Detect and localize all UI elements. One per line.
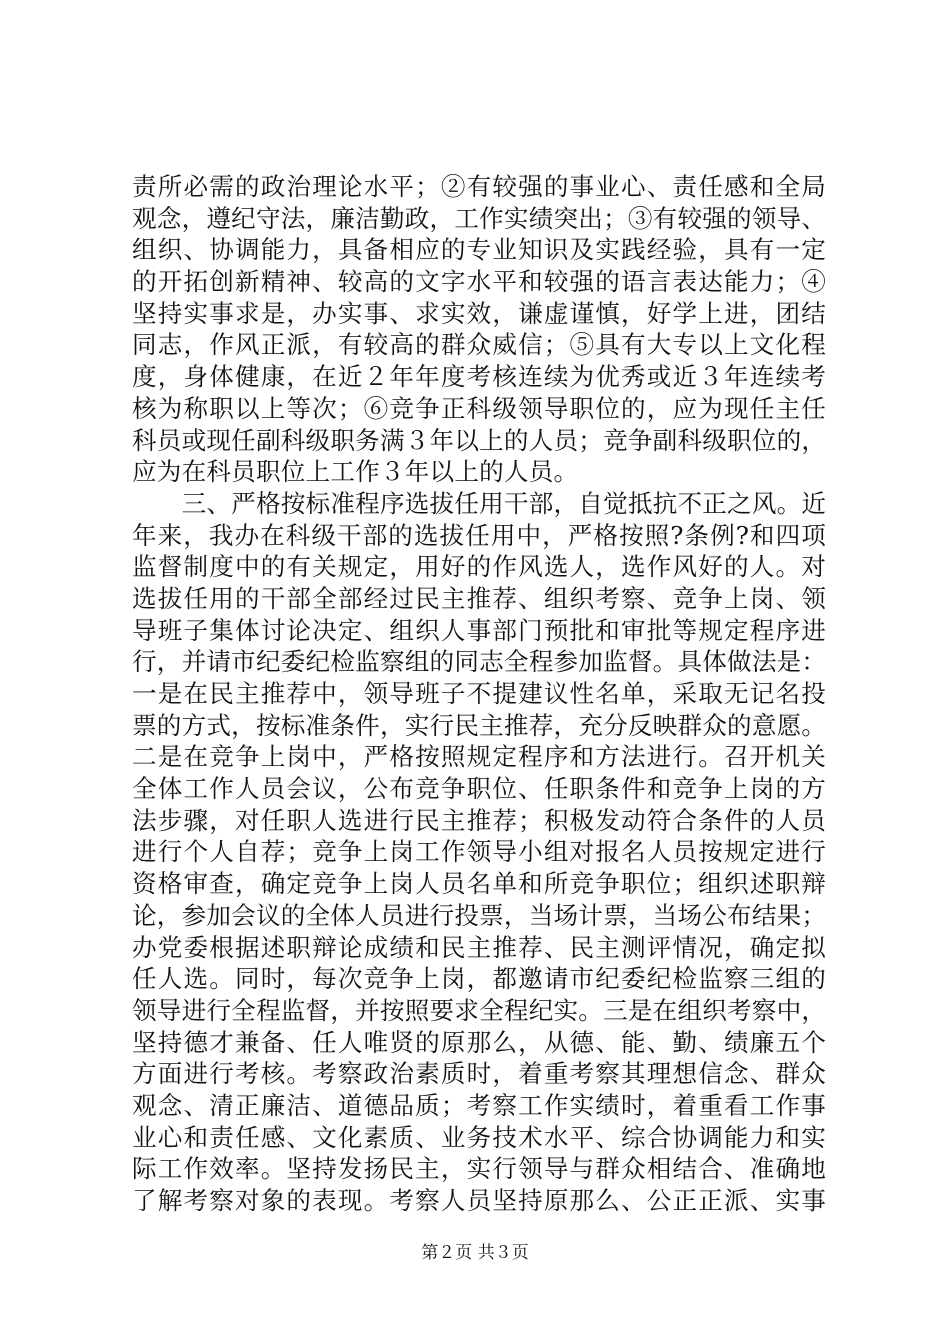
text-line: 领导进行全程监督，并按照要求全程纪实。三是在组织考察中， [132,995,827,1025]
body-text [132,171,826,1217]
page-number-footer: 第２页 共３页 [421,1243,529,1263]
text-line: 资格审查，确定竞争上岗人员名单和所竞争职位；组织述职辩 [132,869,826,899]
text-line: 观念、清正廉洁、道德品质；考察工作实绩时，着重看工作事 [132,1090,826,1120]
text-line: 选拔任用的干部全部经过民主推荐、组织考察、竞争上岗、领 [132,583,826,613]
text-line: 际工作效率。坚持发扬民主，实行领导与群众相结合、准确地 [132,1154,826,1184]
text-line: 业心和责任感、文化素质、业务技术水平、综合协调能力和实 [132,1122,826,1152]
text-line: 科员或现任副科级职务满３年以上的人员；竞争副科级职位的， [132,425,827,455]
text-line: 办党委根据述职辩论成绩和民主推荐、民主测评情况，确定拟 [132,932,826,962]
paragraph-end-line: 应为在科员职位上工作３年以上的人员。 [132,457,579,487]
text-line: 坚持德才兼备、任人唯贤的原那么，从德、能、勤、绩廉五个 [132,1027,826,1057]
text-line: 坚持实事求是，办实事、求实效，谦虚谨慎，好学上进，团结 [132,298,826,328]
text-line: 法步骤，对任职人选进行民主推荐；积极发动符合条件的人员 [132,805,826,835]
text-line: 行，并请市纪委纪检监察组的同志全程参加监督。具体做法是： [132,647,827,677]
text-line: 票的方式，按标准条件，实行民主推荐，充分反映群众的意愿。 [132,710,827,740]
text-line: 的开拓创新精神、较高的文字水平和较强的语言表达能力；④ [132,267,826,297]
text-line: 一是在民主推荐中，领导班子不提建议性名单，采取无记名投 [132,679,826,708]
text-line: 了解考察对象的表现。考察人员坚持原那么、公正正派、实事 [132,1186,826,1215]
text-line: 导班子集体讨论决定、组织人事部门预批和审批等规定程序进 [132,615,826,645]
paragraph-start-line: 三、严格按标准程序选拔任用干部，自觉抵抗不正之风。近 [132,488,827,518]
text-line: 度，身体健康，在近２年年度考核连续为优秀或近３年连续考 [132,362,826,392]
text-line: 责所必需的政治理论水平；②有较强的事业心、责任感和全局 [132,172,826,201]
text-line: 年来，我办在科级干部的选拔任用中，严格按照?条例?和四项 [132,520,826,550]
text-line: 任人选。同时，每次竞争上岗，都邀请市纪委纪检监察三组的 [132,964,826,994]
text-line: 论，参加会议的全体人员进行投票，当场计票，当场公布结果； [132,900,827,930]
text-line: 核为称职以上等次；⑥竞争正科级领导职位的，应为现任主任 [132,393,826,423]
text-line: 监督制度中的有关规定，用好的作风选人，选作风好的人。对 [132,552,826,582]
text-line: 全体工作人员会议，公布竞争职位、任职条件和竞争上岗的方 [132,774,826,804]
text-line: 二是在竞争上岗中，严格按照规定程序和方法进行。召开机关 [132,742,826,772]
text-line: 进行个人自荐；竞争上岗工作领导小组对报名人员按规定进行 [132,837,826,867]
text-line: 观念，遵纪守法，廉洁勤政，工作实绩突出；③有较强的领导、 [132,203,827,233]
text-line: 组织、协调能力，具备相应的专业知识及实践经验，具有一定 [132,235,826,265]
text-line: 同志，作风正派，有较高的群众威信；⑤具有大专以上文化程 [132,330,826,360]
text-line: 方面进行考核。考察政治素质时，着重考察其理想信念、群众 [132,1059,826,1089]
